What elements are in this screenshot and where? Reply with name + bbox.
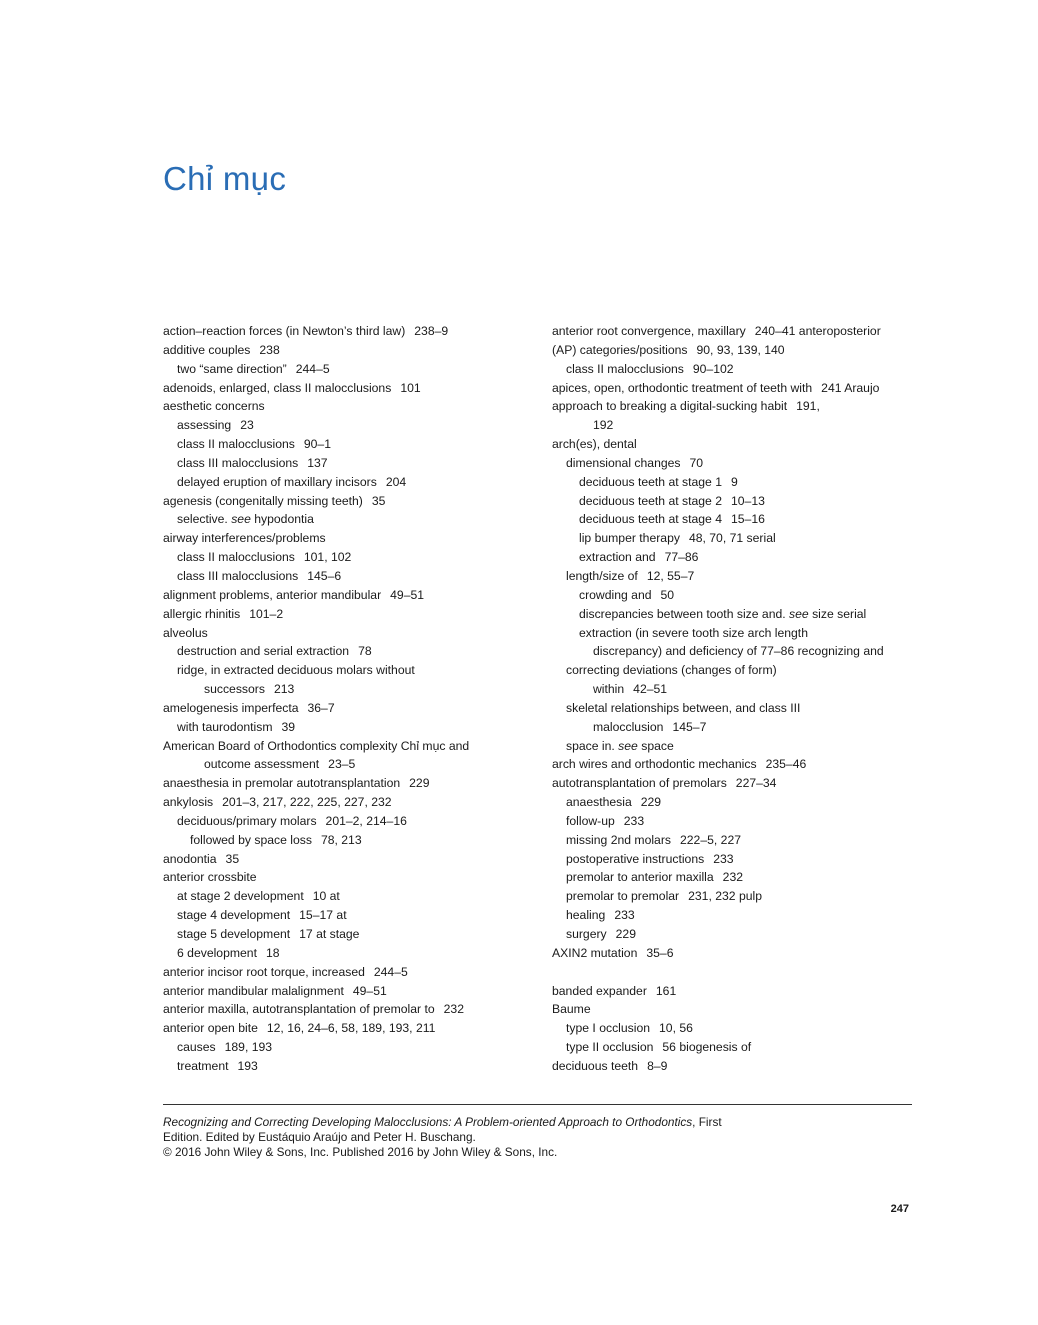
entry-term: alveolus (163, 625, 208, 640)
entry-term: extraction (in severe tooth size arch length (579, 625, 808, 640)
index-entry (163, 925, 523, 944)
entry-pages: 101, 102 (303, 550, 352, 565)
index-entry (163, 906, 523, 925)
entry-term: correcting deviations (changes of form) (566, 663, 777, 678)
entry-pages: 48, 70, 71 serial (688, 531, 776, 546)
footer-line-1 (163, 1115, 923, 1130)
entry-pages: 42–51 (633, 682, 668, 697)
index-entry (163, 529, 523, 548)
entry-term: (AP) categories/positions (552, 342, 688, 357)
index-entry (552, 1000, 924, 1019)
index-entry (163, 661, 523, 680)
entry-term: anaesthesia (566, 795, 632, 810)
index-entry (163, 397, 523, 416)
index-entry (163, 416, 523, 435)
index-entry (552, 567, 924, 586)
index-entry (552, 454, 924, 473)
entry-term: crowding and (579, 587, 652, 602)
entry-term: class II malocclusions (177, 550, 295, 565)
entry-term: follow-up (566, 813, 615, 828)
index-entry (552, 774, 924, 793)
index-entry (552, 586, 924, 605)
entry-term: within (593, 682, 625, 697)
entry-pages: 238–9 (414, 324, 449, 338)
entry-pages: 23 (240, 418, 254, 433)
entry-term: discrepancies between tooth size and. (579, 606, 786, 621)
index-entry (552, 360, 924, 379)
entry-term: space in. (566, 738, 615, 753)
entry-term: apices, open, orthodontic treatment of teeth with (552, 380, 813, 395)
entry-pages: 78, 213 (320, 832, 362, 847)
index-entry (552, 982, 924, 1001)
index-entry (163, 982, 523, 1001)
index-entry (552, 1038, 924, 1057)
entry-pages: 229 (409, 776, 430, 791)
entry-pages: 10–13 (730, 493, 765, 508)
index-entry (163, 605, 523, 624)
entry-pages: 229 (615, 927, 636, 941)
index-entry (163, 850, 523, 869)
entry-term: amelogenesis imperfecta (163, 700, 299, 715)
index-entry (163, 699, 523, 718)
entry-pages: 241 Araujo (821, 380, 880, 395)
index-entry (163, 755, 523, 774)
index-entry (552, 473, 924, 492)
index-entry (552, 416, 924, 435)
entry-term: Baume (552, 1002, 591, 1017)
entry-term: lip bumper therapy (579, 531, 680, 546)
index-entry (552, 793, 924, 812)
index-entry (163, 642, 523, 661)
index-entry (163, 473, 523, 492)
entry-pages: 9 (730, 474, 738, 489)
index-entry (163, 1057, 523, 1076)
entry-pages: 49–51 (390, 587, 425, 602)
entry-pages: 232 (722, 870, 744, 885)
entry-pages: 189, 193 (224, 1040, 273, 1055)
index-entry (163, 793, 523, 812)
index-entry (552, 887, 924, 906)
entry-pages: 233 (713, 851, 734, 866)
index-entry (163, 831, 523, 850)
index-entry (163, 492, 523, 511)
index-entry (163, 887, 523, 906)
index-entry (552, 624, 924, 643)
entry-pages: 90, 93, 139, 140 (696, 342, 785, 357)
entry-term: treatment (177, 1058, 229, 1073)
entry-pages: 15–17 at (299, 908, 347, 923)
entry-term: additive couples (163, 342, 251, 357)
footer-line-2: Edition. Edited by Eustáquio Araújo and Peter H. Buschang. (163, 1130, 476, 1144)
entry-term: premolar to premolar (566, 889, 680, 904)
index-entry (552, 548, 924, 567)
entry-term: deciduous teeth (552, 1058, 639, 1073)
footer-line-3: © 2016 John Wiley & Sons, Inc. Published 2016 by John Wiley & Sons, Inc. (163, 1145, 558, 1159)
entry-pages: 193 (237, 1058, 258, 1073)
index-entry (552, 755, 924, 774)
entry-pages: 101 (400, 380, 421, 395)
entry-term: anterior crossbite (163, 870, 257, 885)
index-entry (552, 1019, 924, 1038)
entry-term: extraction and (579, 550, 656, 565)
entry-term: dimensional changes (566, 455, 681, 470)
entry-pages: 10, 56 (659, 1021, 693, 1036)
index-entry (552, 850, 924, 869)
entry-term: deciduous teeth at stage 1 (579, 474, 722, 489)
cross-reference-target: hypodontia (254, 512, 314, 527)
entry-term: anodontia (163, 851, 217, 866)
entry-term: class II malocclusions (566, 361, 684, 376)
entry-term: ridge, in extracted deciduous molars without (177, 663, 415, 678)
entry-pages: 78 (358, 644, 372, 659)
entry-term: agenesis (congenitally missing teeth) (163, 493, 363, 508)
entry-term: two “same direction” (177, 361, 287, 376)
index-entry (163, 774, 523, 793)
entry-pages: 244–5 (373, 964, 408, 979)
entry-pages: 35–6 (646, 945, 674, 960)
entry-pages: 23–5 (328, 757, 356, 772)
entry-pages: 244–5 (295, 361, 330, 376)
index-entry (552, 680, 924, 699)
index-entry (163, 322, 523, 341)
entry-term: postoperative instructions (566, 851, 705, 866)
entry-term: arch wires and orthodontic mechanics (552, 757, 757, 772)
index-entry (163, 944, 523, 963)
entry-term: adenoids, enlarged, class II malocclusions (163, 380, 392, 395)
entry-term: action–reaction forces (in Newton’s third law) (163, 324, 406, 338)
entry-term: malocclusion (593, 719, 664, 734)
entry-term: deciduous/primary molars (177, 813, 317, 828)
index-entry (552, 397, 924, 416)
index-entry (163, 435, 523, 454)
index-entry (163, 812, 523, 831)
entry-pages: 137 (307, 455, 328, 470)
entry-pages: 77–86 (664, 550, 699, 565)
index-entry (552, 435, 924, 454)
index-entry (552, 642, 924, 661)
book-title: Recognizing and Correcting Developing Malocclusions: A Problem-oriented Approach to Orthodontics (163, 1115, 693, 1129)
entry-term: followed by space loss (190, 832, 312, 847)
entry-term: destruction and serial extraction (177, 644, 350, 659)
entry-term: type II occlusion (566, 1040, 654, 1055)
entry-pages: 222–5, 227 (680, 832, 741, 847)
entry-pages: 70 (689, 455, 704, 470)
index-entry (552, 868, 924, 887)
entry-pages: 12, 55–7 (646, 568, 695, 583)
index-entry (552, 492, 924, 511)
entry-term: stage 4 development (177, 908, 291, 923)
entry-term: class II malocclusions (177, 437, 295, 452)
entry-pages: 161 (655, 983, 677, 998)
index-entry (552, 944, 924, 963)
entry-term: with taurodontism (177, 719, 273, 734)
see-reference: see (231, 512, 251, 527)
entry-pages: 90–102 (692, 361, 734, 376)
entry-pages: 233 (614, 908, 635, 923)
entry-pages: 36–7 (307, 700, 335, 715)
page-number: 247 (890, 1203, 909, 1215)
entry-term: causes (177, 1040, 216, 1055)
entry-pages: 240–41 anteroposterior (754, 324, 881, 338)
index-entry (552, 831, 924, 850)
entry-pages: 232 (443, 1002, 464, 1017)
entry-pages: 8–9 (647, 1058, 668, 1073)
entry-term: anterior incisor root torque, increased (163, 964, 365, 979)
index-entry (552, 341, 924, 360)
index-entry (163, 548, 523, 567)
entry-pages: 15–16 (730, 512, 765, 527)
index-entry (163, 624, 523, 643)
copyright-footer (163, 1115, 923, 1160)
entry-term: banded expander (552, 983, 647, 998)
index-entry (163, 586, 523, 605)
entry-term: arch(es), dental (552, 437, 637, 452)
entry-pages: 10 at (312, 889, 340, 904)
index-column-left (163, 322, 523, 1076)
index-entry (552, 529, 924, 548)
entry-pages: 49–51 (352, 983, 387, 998)
index-entry (163, 963, 523, 982)
entry-term: alignment problems, anterior mandibular (163, 587, 382, 602)
entry-term: ankylosis (163, 795, 214, 810)
entry-term: premolar to anterior maxilla (566, 870, 714, 885)
entry-term: type I occlusion (566, 1021, 651, 1036)
entry-term: selective. (177, 512, 228, 527)
index-entry (552, 1057, 924, 1076)
entry-term: assessing (177, 418, 232, 433)
entry-pages: 101–2 (249, 606, 284, 621)
entry-pages: 233 (623, 813, 645, 828)
entry-term: at stage 2 development (177, 889, 304, 904)
index-entry (163, 680, 523, 699)
entry-term: 6 development (177, 945, 257, 960)
edition-suffix: , First (692, 1115, 722, 1129)
index-entry (163, 737, 523, 756)
index-entry (552, 925, 924, 944)
index-entry (552, 379, 924, 398)
entry-term: anterior open bite (163, 1021, 258, 1036)
entry-term: successors (204, 682, 265, 697)
entry-term: delayed eruption of maxillary incisors (177, 474, 377, 489)
entry-term: anterior maxilla, autotransplantation of premolar to (163, 1002, 435, 1017)
entry-term: surgery (566, 927, 607, 941)
page-title: Chỉ mục (163, 160, 287, 197)
entry-term: airway interferences/problems (163, 531, 326, 546)
entry-term: class III malocclusions (177, 568, 299, 583)
entry-term: length/size of (566, 568, 638, 583)
entry-pages: 201–3, 217, 222, 225, 227, 232 (222, 795, 392, 810)
entry-pages: 201–2, 214–16 (325, 813, 407, 828)
index-entry (552, 963, 924, 982)
entry-pages: 35 (225, 851, 240, 866)
entry-pages: 235–46 (765, 757, 807, 772)
entry-pages: 229 (640, 795, 662, 810)
entry-term: outcome assessment (204, 757, 320, 772)
index-entry (552, 661, 924, 680)
footer-divider (163, 1104, 912, 1105)
entry-pages: 39 (281, 719, 296, 734)
index-entry (163, 1038, 523, 1057)
index-entry (163, 379, 523, 398)
entry-term: discrepancy) and deficiency of 77–86 recognizing and (593, 644, 884, 659)
entry-pages: 231, 232 pulp (688, 889, 762, 904)
index-entry (163, 454, 523, 473)
entry-pages: 204 (385, 474, 407, 489)
entry-term: deciduous teeth at stage 4 (579, 512, 722, 527)
entry-pages: 18 (265, 945, 280, 960)
index-entry (163, 718, 523, 737)
index-entry (163, 510, 523, 529)
index-entry (552, 605, 924, 624)
entry-term: deciduous teeth at stage 2 (579, 493, 722, 508)
index-column-right (552, 322, 924, 1076)
entry-pages: 213 (273, 682, 295, 697)
index-entry (163, 360, 523, 379)
entry-term: American Board of Orthodontics complexity Chỉ mục and (163, 738, 470, 753)
entry-pages: 50 (660, 587, 675, 602)
entry-term: anterior root convergence, maxillary (552, 324, 746, 338)
entry-pages: 90–1 (303, 437, 331, 452)
entry-pages: 145–6 (307, 568, 342, 583)
entry-term: missing 2nd molars (566, 832, 671, 847)
index-entry (552, 322, 924, 341)
see-reference: see (789, 606, 809, 621)
entry-term: 192 (593, 418, 614, 433)
entry-pages: 227–34 (735, 776, 777, 791)
entry-pages: 35 (371, 493, 386, 508)
entry-term: anaesthesia in premolar autotransplantation (163, 776, 401, 791)
index-entry (552, 906, 924, 925)
entry-pages: 56 biogenesis of (662, 1040, 752, 1055)
index-entry (163, 1000, 523, 1019)
entry-term: autotransplantation of premolars (552, 776, 727, 791)
index-entry (552, 812, 924, 831)
see-reference: see (618, 738, 638, 753)
index-entry (163, 1019, 523, 1038)
entry-pages: 17 at stage (299, 927, 360, 941)
entry-term: aesthetic concerns (163, 399, 265, 414)
entry-pages: 191, (796, 399, 820, 414)
entry-term: healing (566, 908, 606, 923)
index-entry (163, 567, 523, 586)
entry-term: class III malocclusions (177, 455, 299, 470)
entry-pages: 145–7 (672, 719, 707, 734)
index-entry (163, 341, 523, 360)
entry-term: stage 5 development (177, 927, 291, 941)
index-entry (552, 510, 924, 529)
entry-term: AXIN2 mutation (552, 945, 638, 960)
entry-term: skeletal relationships between, and class III (566, 700, 801, 715)
index-entry (552, 718, 924, 737)
entry-term: anterior mandibular malalignment (163, 983, 344, 998)
entry-term: approach to breaking a digital-sucking habit (552, 399, 788, 414)
entry-term: allergic rhinitis (163, 606, 241, 621)
index-entry (552, 737, 924, 756)
index-entry (552, 699, 924, 718)
index-entry (163, 868, 523, 887)
cross-reference-target: size serial (812, 606, 867, 621)
cross-reference-target: space (641, 738, 674, 753)
entry-pages: 12, 16, 24–6, 58, 189, 193, 211 (266, 1021, 436, 1036)
entry-pages: 238 (259, 342, 280, 357)
